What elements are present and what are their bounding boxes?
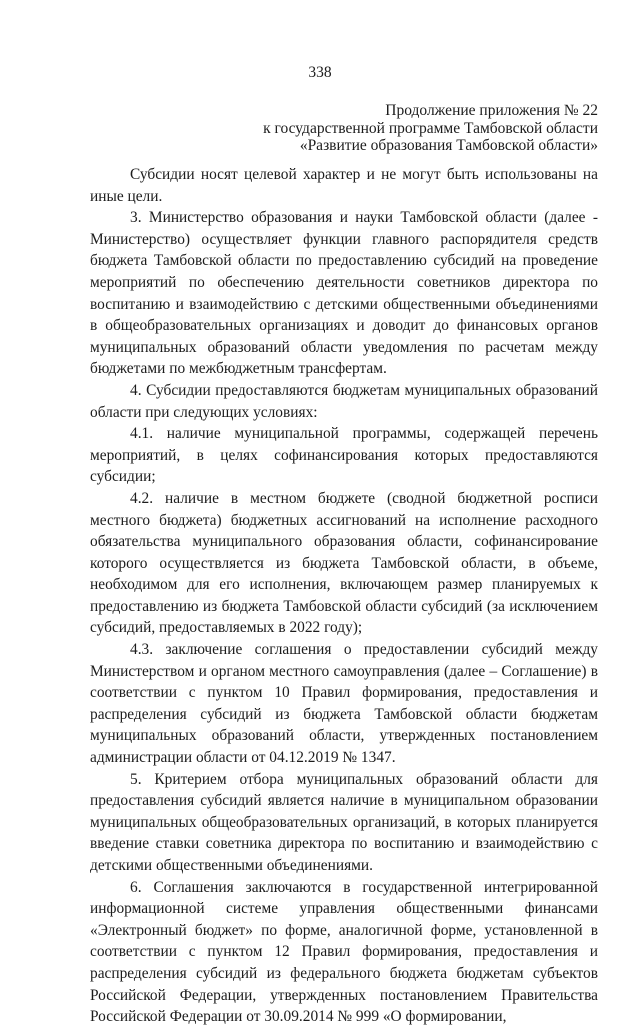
appendix-header <box>263 102 598 155</box>
document-body <box>90 164 598 1028</box>
paragraph: Субсидии носят целевой характер и не могут быть использованы на иные цели. <box>90 166 598 205</box>
header-line-1: Продолжение приложения № 22 <box>385 102 598 119</box>
paragraph: 6. Соглашения заключаются в государственной интегрированной информационной системе управления общественными финансами «Электронный бюджет» по форме, аналогичной форме, установленной в соответствии с пунктом 12 Правил формирования, предоставления и распределения субсидий из федерального бюджета бюджетам субъектов Российской Федерации, утвержденных постановлением Правительства Российской Федерации от 30.09.2014 № 999 «О формировании, <box>90 878 598 1026</box>
paragraph: 4.1. наличие муниципальной программы, содержащей перечень мероприятий, в целях софинансирования которых предоставляются субсидии; <box>90 425 598 486</box>
paragraph: 5. Критерием отбора муниципальных образований области для предоставления субсидий является наличие в муниципальном образовании муниципальных общеобразовательных организаций, в которых планируется введение ставки советника директора по воспитанию и взаимодействию с детскими общественными объединениями. <box>90 770 598 874</box>
paragraph: 4. Субсидии предоставляются бюджетам муниципальных образований области при следующих условиях: <box>90 381 598 421</box>
header-line-3: «Развитие образования Тамбовской области» <box>299 137 598 154</box>
paragraph: 4.2. наличие в местном бюджете (сводной бюджетной росписи местного бюджета) бюджетных ассигнований на исполнение расходного обязательства муниципального образования области, софинансирование которого осуществляется из бюджета Тамбовской области, в объеме, необходимом для его исполнения, включающем размер планируемых к предоставлению из бюджета Тамбовской области субсидий (за исключением субсидий, предоставляемых в 2022 году); <box>90 489 598 637</box>
page-number: 338 <box>308 64 332 81</box>
paragraph: 4.3. заключение соглашения о предоставлении субсидий между Министерством и органом местного самоуправления (далее – Соглашение) в соответствии с пунктом 10 Правил формирования, предоставления и распределения субсидий из бюджета Тамбовской области бюджетам муниципальных образований области, утвержденных постановлением администрации области от 04.12.2019 № 1347. <box>90 641 598 767</box>
header-line-2: к государственной программе Тамбовской области <box>263 119 598 137</box>
paragraph: 3. Министерство образования и науки Тамбовской области (далее - Министерство) осуществляет функции главного распорядителя средств бюджета Тамбовской области по предоставлению субсидий на проведение мероприятий по обеспечению деятельности советников директора по воспитанию и взаимодействию с детскими общественными объединениями в общеобразовательных организациях и доводит до финансовых органов муниципальных образований области уведомления по расчетам между бюджетами по межбюджетным трансфертам. <box>90 209 598 378</box>
